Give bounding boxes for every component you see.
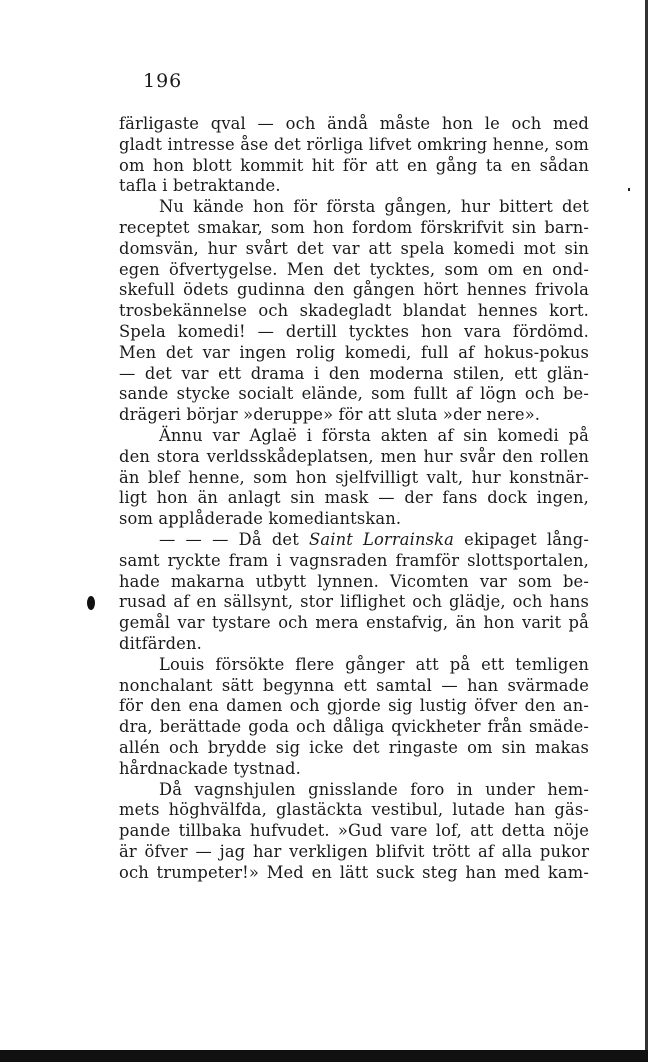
text-line: mets höghvälfda, glastäckta vestibul, lutade han gäs- — [119, 800, 589, 820]
text-line: ligt hon än anlagt sin mask — der fans dock ingen, — [119, 488, 589, 508]
text-line: drägeri börjar »deruppe» för att sluta »der nere». — [119, 405, 541, 425]
text-line: Ännu var Aglaë i första akten af sin komedi på — [159, 425, 589, 445]
margin-speck — [628, 188, 630, 191]
text-line: och trumpeter!» Med en lätt suck steg han med kam- — [119, 862, 589, 882]
body-text — [119, 114, 589, 883]
text-line: ditfärden. — [119, 633, 202, 653]
text-line: än blef henne, som hon sjelfvilligt valt, hur konstnär- — [119, 467, 589, 487]
text-line: Louis försökte flere gånger att på ett temligen — [159, 654, 589, 674]
text-line: som applåderade komediantskan. — [119, 509, 402, 529]
text-line: nonchalant sätt begynna ett samtal — han svärmade — [119, 675, 589, 695]
text-line: skefull ödets gudinna den gången hört hennes frivola — [119, 280, 589, 300]
margin-ink-blot — [87, 596, 95, 610]
text-line: färligaste qval — och ändå måste hon le och med — [119, 114, 589, 133]
text-line — [119, 530, 589, 551]
text-line: gladt intresse åse det rörliga lifvet omkring henne, som — [119, 134, 589, 154]
text-line: Då vagnshjulen gnisslande foro in under hem- — [159, 779, 589, 799]
text-line: är öfver — jag har verkligen blifvit trött af alla pukor — [119, 841, 589, 861]
text-line: rusad af en sällsynt, stor liflighet och glädje, och hans — [119, 592, 589, 612]
text-line: dra, berättade goda och dåliga qvickheter från smäde- — [119, 717, 589, 737]
text-line: Nu kände hon för första gången, hur bittert det — [159, 197, 589, 217]
text-line: sande stycke socialt elände, som fullt af lögn och be- — [119, 384, 589, 404]
text-line: Spela komedi! — dertill tycktes hon vara fördömd. — [119, 321, 589, 341]
text-line: om hon blott kommit hit för att en gång ta en sådan — [119, 155, 589, 175]
text-line: gemål var tystare och mera enstafvig, än hon varit på — [119, 613, 589, 633]
text-line: trosbekännelse och skadegladt blandat hennes kort. — [119, 301, 589, 321]
text-line: allén och brydde sig icke det ringaste om sin makas — [119, 737, 589, 757]
italic-name: Saint Lorrainska — [309, 529, 455, 549]
text-line: pande tillbaka hufvudet. »Gud vare lof, att detta nöje — [119, 821, 589, 841]
text-line: Men det var ingen rolig komedi, full af hokus-pokus — [119, 342, 589, 362]
text-line: hade makarna utbytt lynnen. Vicomten var som be- — [119, 571, 589, 591]
text-line: egen öfvertygelse. Men det tycktes, som om en ond- — [119, 259, 589, 279]
text-line: receptet smakar, som hon fordom förskrifvit sin barn- — [119, 217, 589, 237]
text-segment: — — — Då det — [159, 529, 310, 549]
scan-bottom-border — [0, 1050, 648, 1062]
text-line: hårdnackade tystnad. — [119, 758, 301, 778]
text-line: för den ena damen och gjorde sig lustig öfver den an- — [119, 696, 589, 716]
text-line: domsvän, hur svårt det var att spela komedi mot sin — [119, 238, 589, 258]
text-line: tafla i betraktande. — [119, 176, 281, 196]
text-line: samt ryckte fram i vagnsraden framför slottsportalen, — [119, 550, 589, 570]
text-segment: ekipaget lång- — [454, 529, 589, 549]
page-number: 196 — [143, 70, 183, 92]
text-line: — det var ett drama i den moderna stilen, ett glän- — [119, 363, 589, 383]
text-line: den stora verldsskådeplatsen, men hur svår den rollen — [119, 446, 589, 466]
